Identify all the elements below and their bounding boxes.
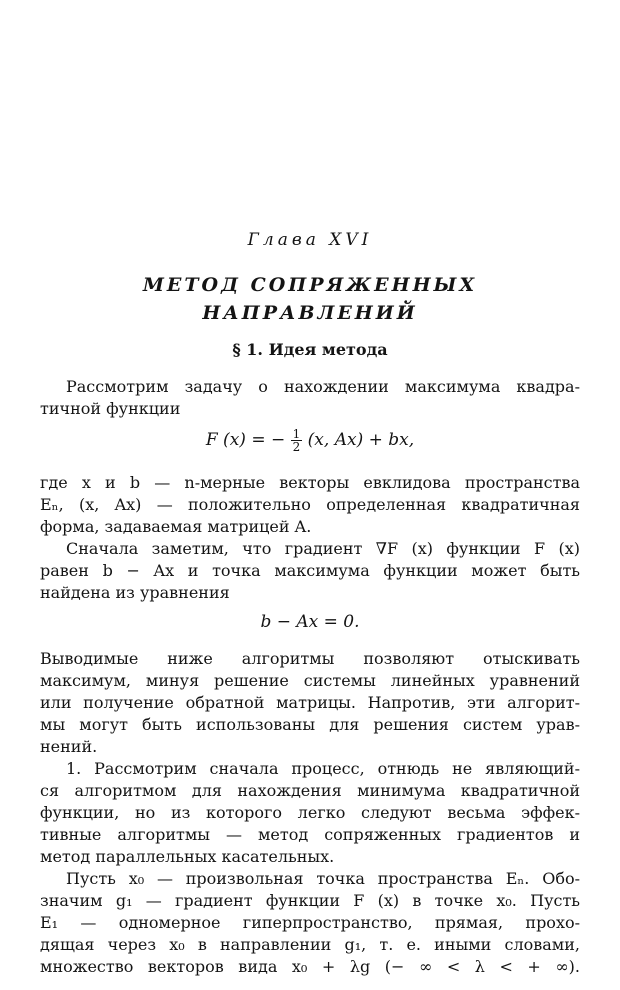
paragraph-line: тичной функции bbox=[40, 399, 181, 418]
paragraph-line: нений. bbox=[40, 737, 98, 756]
paragraph-line: 1. Рассмотрим сначала процесс, отнюдь не являющий- bbox=[66, 759, 580, 778]
section-heading: § 1. Идея метода bbox=[232, 340, 388, 359]
formula-quadratic bbox=[0, 428, 620, 453]
paragraph-line: или получение обратной матрицы. Напротив, эти алгорит- bbox=[40, 693, 580, 712]
paragraph-line: дящая через x₀ в направлении g₁, т. е. иными словами, bbox=[40, 935, 580, 954]
paragraph-line: ся алгоритмом для нахождения минимума квадратичной bbox=[40, 781, 580, 800]
fraction-numerator: 1 bbox=[292, 427, 301, 441]
paragraph-line: Сначала заметим, что градиент ∇F (x) функции F (x) bbox=[66, 539, 580, 558]
paragraph-line: равен b − Ax и точка максимума функции может быть bbox=[40, 561, 580, 580]
paragraph-line: где x и b — n-мерные векторы евклидова пространства bbox=[40, 473, 580, 492]
formula-rhs: (x, Ax) + bx, bbox=[307, 430, 415, 450]
paragraph-line: Пусть x₀ — произвольная точка пространства Eₙ. Обо- bbox=[66, 869, 580, 888]
paragraph-line: максимум, минуя решение системы линейных уравнений bbox=[40, 671, 580, 690]
paragraph-line: E₁ — одномерное гиперпространство, прямая, прохо- bbox=[40, 913, 580, 932]
chapter-title-line-1: МЕТОД СОПРЯЖЕННЫХ bbox=[142, 274, 478, 296]
paragraph-line: форма, задаваемая матрицей A. bbox=[40, 517, 312, 536]
paragraph-line: найдена из уравнения bbox=[40, 583, 230, 602]
fraction-denominator: 2 bbox=[292, 440, 301, 454]
paragraph-line: тивные алгоритмы — метод сопряженных градиентов и bbox=[40, 825, 580, 844]
chapter-heading: Глава XVI bbox=[247, 230, 373, 250]
formula-lhs: F (x) = − bbox=[205, 430, 286, 450]
paragraph-line: метод параллельных касательных. bbox=[40, 847, 335, 866]
formula-equation: b − Ax = 0. bbox=[260, 612, 360, 632]
fraction bbox=[291, 428, 303, 453]
paragraph-line: Рассмотрим задачу о нахождении максимума квадра- bbox=[66, 377, 580, 396]
chapter-title-line-2: НАПРАВЛЕНИЙ bbox=[202, 302, 418, 324]
paragraph-line: Eₙ, (x, Ax) — положительно определенная квадратичная bbox=[40, 495, 580, 514]
paragraph-line: значим g₁ — градиент функции F (x) в точке x₀. Пусть bbox=[40, 891, 580, 910]
paragraph-line: функции, но из которого легко следуют весьма эффек- bbox=[40, 803, 580, 822]
paragraph-line: мы могут быть использованы для решения систем урав- bbox=[40, 715, 580, 734]
paragraph-line: Выводимые ниже алгоритмы позволяют отыскивать bbox=[40, 649, 580, 668]
paragraph-line: множество векторов вида x₀ + λg (− ∞ < λ < + ∞). bbox=[40, 957, 580, 976]
